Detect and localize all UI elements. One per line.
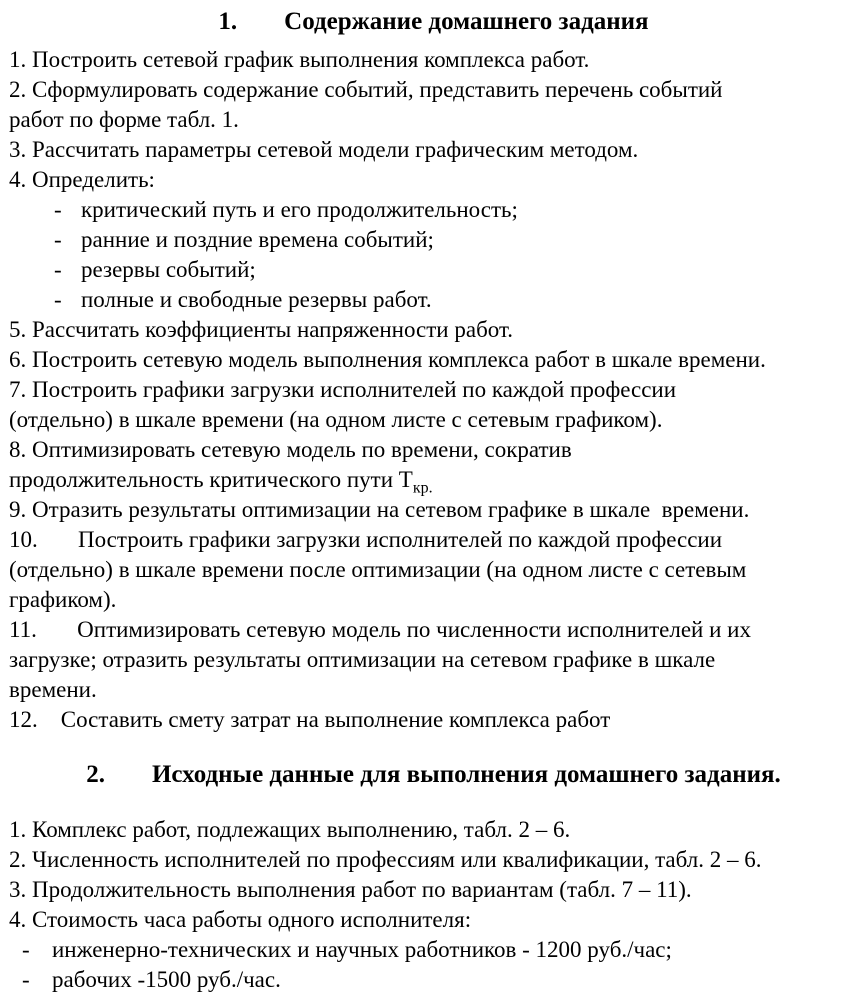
list-item [9,195,858,225]
tkr-subscript: кр. [412,479,433,497]
text-line: 11. Оптимизировать сетевую модель по численности исполнителей и их [9,617,751,642]
text-line: 9. Отразить результаты оптимизации на сетевом графике в шкале времени. [9,497,750,522]
text-line: 8. Оптимизировать сетевую модель по времени, сократив [9,437,572,462]
list-item-text: критический путь и его продолжительность; [81,197,518,222]
text-line: 6. Построить сетевую модель выполнения комплекса работ в шкале времени. [9,347,766,372]
text-line: 4. Стоимость часа работы одного исполнителя: [9,907,472,932]
text-line: 1. Построить сетевой график выполнения комплекса работ. [9,47,590,72]
text-line: 1. Комплекс работ, подлежащих выполнению, табл. 2 – 6. [9,817,571,842]
tkr-prefix: продолжительность критического пути Т [9,467,413,492]
text-line: 2. Численность исполнителей по профессиям или квалификации, табл. 2 – 6. [9,847,762,872]
text-line: (отдельно) в шкале времени после оптимизации (на одном листе с сетевым [9,557,747,582]
text-line: 7. Построить графики загрузки исполнителей по каждой профессии [9,377,677,402]
section2-heading-number: 2. [86,761,105,788]
text-line: 5. Рассчитать коэффициенты напряженности работ. [9,317,514,342]
list-item [9,965,858,995]
list-item [9,225,858,255]
list-item-text: рабочих -1500 руб./час. [52,967,281,992]
text-line: 3. Продолжительность выполнения работ по вариантам (табл. 7 – 11). [9,877,692,902]
dash-bullet: - [22,967,30,992]
text-line: графиком). [9,587,117,612]
text-line: времени. [9,677,97,702]
list-item-text: инженерно-технических и научных работников - 1200 руб./час; [52,937,672,962]
section1-heading [9,6,858,38]
text-line: 4. Определить: [9,167,155,192]
list-item-text: ранние и поздние времена событий; [81,227,434,252]
list-item-text: полные и свободные резервы работ. [81,287,432,312]
text-line: работ по форме табл. 1. [9,107,239,132]
section2-body [9,815,858,995]
text-line: 2. Сформулировать содержание событий, представить перечень событий [9,77,723,102]
dash-bullet: - [54,197,62,222]
text-line-tkr [9,465,858,495]
dash-bullet: - [54,287,62,312]
dash-bullet: - [22,937,30,962]
list-item [9,255,858,285]
section1-heading-number: 1. [218,8,238,35]
list-item-text: резервы событий; [81,257,256,282]
text-line: 3. Рассчитать параметры сетевой модели графическим методом. [9,137,639,162]
dash-bullet: - [54,227,62,252]
text-line: (отдельно) в шкале времени (на одном листе с сетевым графиком). [9,407,663,432]
dash-bullet: - [54,257,62,282]
section2-heading-title: Исходные данные для выполнения домашнего задания. [151,761,781,788]
list-item [9,935,858,965]
text-line: 10. Построить графики загрузки исполнителей по каждой профессии [9,527,723,552]
section1-heading-title: Содержание домашнего задания [284,8,649,35]
list-item [9,285,858,315]
text-line: 12. Составить смету затрат на выполнение комплекса работ [9,707,611,732]
text-line: загрузке; отразить результаты оптимизации на сетевом графике в шкале [9,647,716,672]
section2-heading [9,759,858,791]
section1-body [9,45,858,735]
